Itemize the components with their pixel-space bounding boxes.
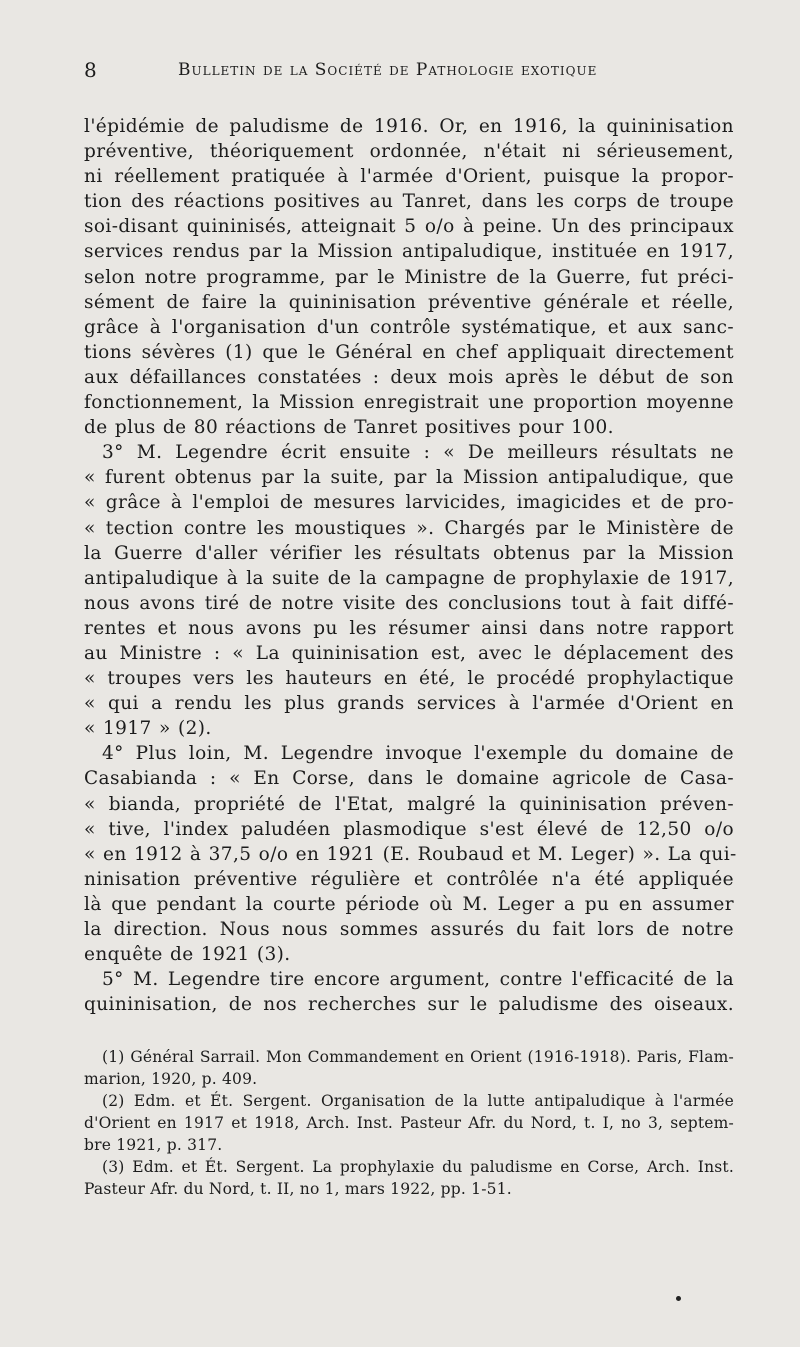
body-line: 3° M. Legendre écrit ensuite : « De meilleurs résultats ne — [102, 442, 734, 464]
body-line: de plus de 80 réactions de Tanret positives pour 100. — [84, 417, 614, 439]
body-line: la direction. Nous nous sommes assurés du fait lors de notre — [84, 919, 734, 940]
body-line: 4° Plus loin, M. Legendre invoque l'exemple du domaine de — [102, 743, 734, 765]
body-line: « tection contre les moustiques ». Chargés par le Ministère de — [84, 517, 734, 539]
body-line: soi-disant quininisés, atteignait 5 o/o à peine. Un des principaux — [84, 216, 734, 238]
body-line: Casabianda : « En Corse, dans le domaine agricole de Casa- — [84, 768, 734, 790]
body-line: « 1917 » (2). — [84, 718, 212, 740]
body-line: tion des réactions positives au Tanret, dans les corps de troupe — [84, 191, 734, 213]
footnotes — [84, 1046, 734, 1200]
body-line: enquête de 1921 (3). — [84, 944, 291, 966]
body-line: « bianda, propriété de l'Etat, malgré la quininisation préven- — [84, 793, 734, 815]
footnote-line: bre 1921, p. 317. — [84, 1136, 223, 1154]
footnote-line: d'Orient en 1917 et 1918, Arch. Inst. Pasteur Afr. du Nord, t. I, no 3, septem- — [84, 1114, 734, 1132]
body-line: « tive, l'index paludéen plasmodique s'est élevé de 12,50 o/o — [84, 818, 734, 840]
body-line: la Guerre d'aller vérifier les résultats obtenus par la Mission — [84, 542, 734, 564]
body-line: rentes et nous avons pu les résumer ainsi dans notre rapport — [84, 617, 734, 639]
footnote-line: (3) Edm. et Ét. Sergent. La prophylaxie du paludisme en Corse, Arch. Inst. — [102, 1158, 734, 1176]
body-line: « en 1912 à 37,5 o/o en 1921 (E. Roubaud et M. Leger) ». La qui- — [84, 843, 737, 865]
footnote-line: marion, 1920, p. 409. — [84, 1070, 258, 1088]
body-line: tions sévères (1) que le Général en chef appliquait directement — [84, 341, 734, 363]
body-text — [84, 114, 737, 1017]
body-line: « qui a rendu les plus grands services à l'armée d'Orient en — [84, 693, 734, 715]
footnote-line: Pasteur Afr. du Nord, t. II, no 1, mars 1922, pp. 1-51. — [84, 1180, 512, 1198]
running-head: Bulletin de la Société de Pathologie exotique — [178, 60, 598, 80]
page-header — [84, 58, 684, 88]
footnote-line: (1) Général Sarrail. Mon Commandement en Orient (1916-1918). Paris, Flam- — [102, 1048, 734, 1066]
body-line: l'épidémie de paludisme de 1916. Or, en 1916, la quininisation — [84, 116, 734, 137]
body-line: ninisation préventive régulière et contrôlée n'a été appliquée — [84, 868, 734, 890]
body-line: services rendus par la Mission antipaludique, instituée en 1917, — [84, 241, 734, 263]
body-line: quininisation, de nos recherches sur le paludisme des oiseaux. — [84, 994, 734, 1016]
body-line: « furent obtenus par la suite, par la Mission antipaludique, que — [84, 467, 734, 489]
body-line: préventive, théoriquement ordonnée, n'était ni sérieusement, — [84, 141, 734, 163]
body-line: sément de faire la quininisation préventive générale et réelle, — [84, 291, 734, 313]
body-line: nous avons tiré de notre visite des conclusions tout à fait diffé- — [84, 592, 734, 614]
speck-mark — [676, 1296, 681, 1301]
body-line: aux défaillances constatées : deux mois après le début de son — [84, 366, 734, 388]
footnote-line: (2) Edm. et Ét. Sergent. Organisation de la lutte antipaludique à l'armée — [102, 1092, 734, 1110]
body-line: antipaludique à la suite de la campagne de prophylaxie de 1917, — [84, 567, 734, 589]
body-line: fonctionnement, la Mission enregistrait une proportion moyenne — [84, 392, 734, 414]
body-line: selon notre programme, par le Ministre de la Guerre, fut préci- — [84, 266, 734, 288]
body-line: au Ministre : « La quininisation est, avec le déplacement des — [84, 642, 734, 664]
body-line: grâce à l'organisation d'un contrôle systématique, et aux sanc- — [84, 316, 734, 338]
body-line: « grâce à l'emploi de mesures larvicides, imagicides et de pro- — [84, 492, 734, 514]
body-line: ni réellement pratiquée à l'armée d'Orient, puisque la propor- — [84, 166, 734, 188]
body-line: là que pendant la courte période où M. Leger a pu en assumer — [84, 893, 734, 915]
body-line: 5° M. Legendre tire encore argument, contre l'efficacité de la — [102, 969, 734, 991]
body-line: « troupes vers les hauteurs en été, le procédé prophylactique — [84, 668, 734, 690]
page-number: 8 — [84, 58, 97, 82]
